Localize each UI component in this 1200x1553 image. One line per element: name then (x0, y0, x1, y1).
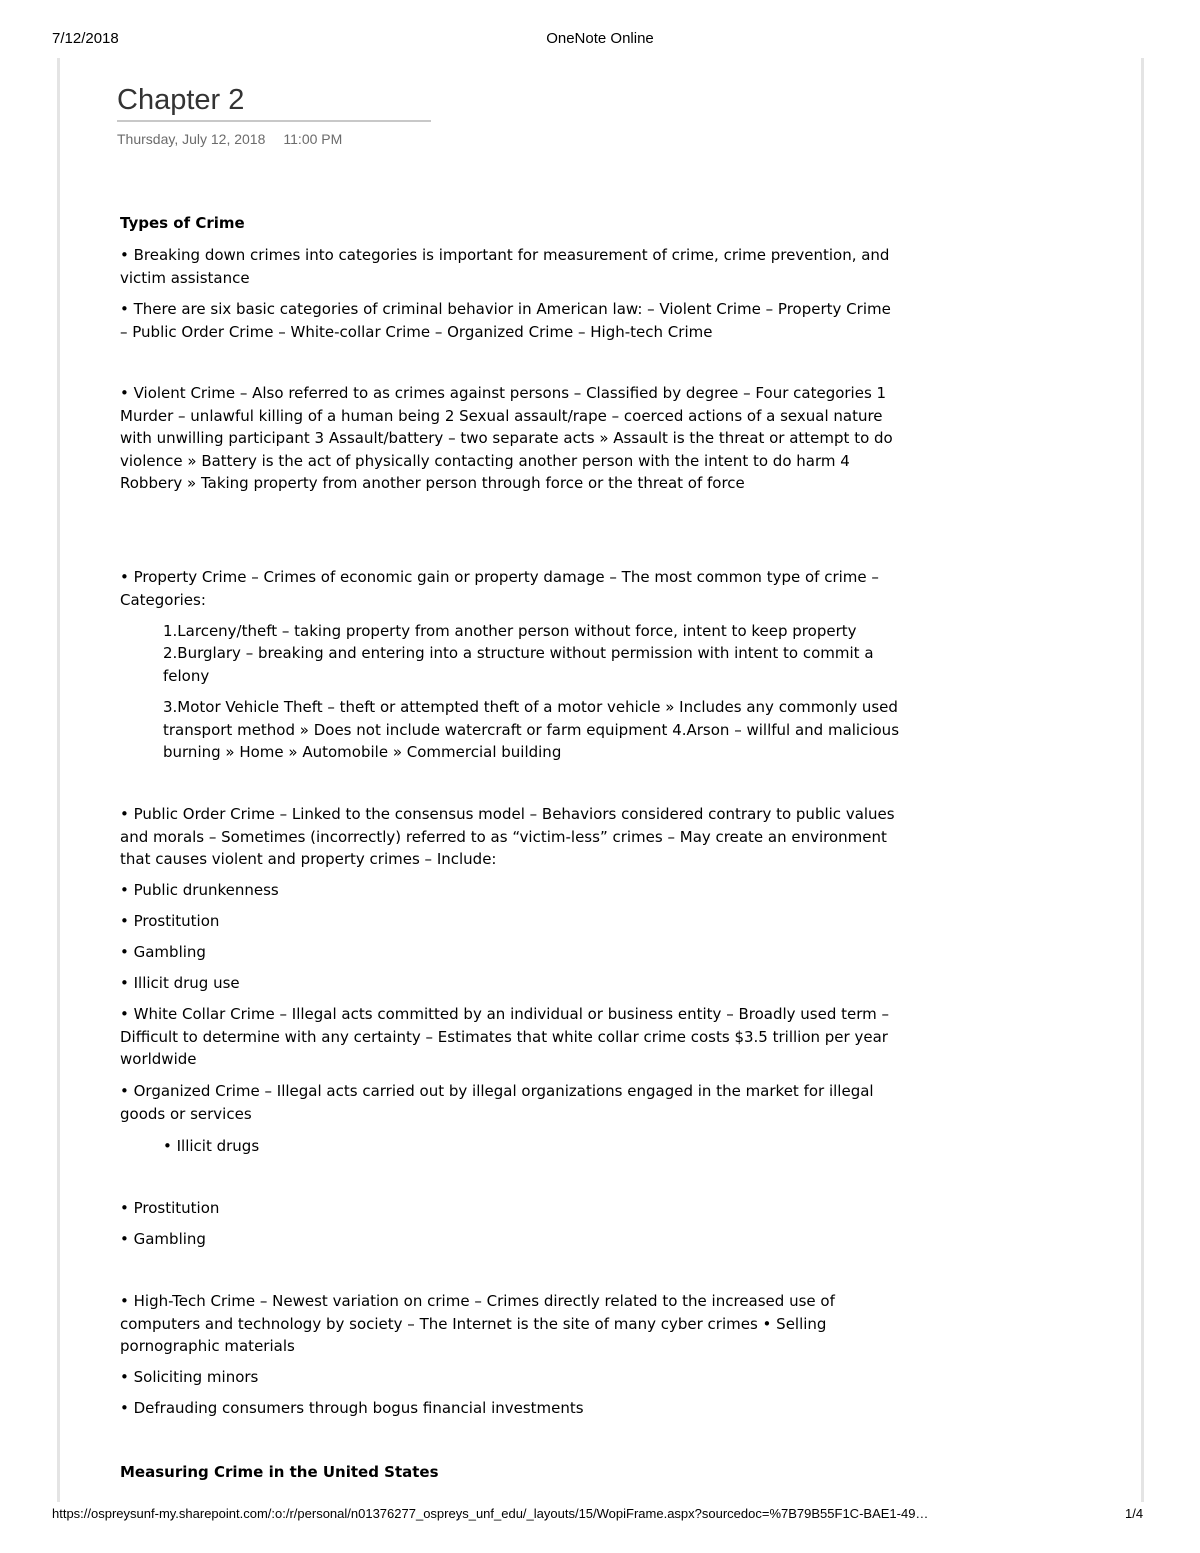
list-item-larceny: 1.Larceny/theft – taking property from another person without force, intent to keep property (163, 622, 857, 640)
list-item-prostitution-2: • Prostitution (120, 1199, 220, 1217)
list-item-gambling: • Gambling (120, 943, 206, 961)
list-item-gambling-2: • Gambling (120, 1230, 206, 1248)
list-item-illicit-drug-use: • Illicit drug use (120, 974, 240, 992)
print-app-title: OneNote Online (546, 30, 654, 47)
list-item-public-drunkenness: • Public drunkenness (120, 881, 279, 899)
list-item-burglary: 2.Burglary – breaking and entering into a structure without permission with intent to commit a felony (163, 644, 874, 685)
page-title: Chapter 2 (117, 84, 245, 116)
print-date: 7/12/2018 (52, 30, 119, 47)
frame-left-border (57, 58, 60, 1502)
list-item-illicit-drugs: • Illicit drugs (163, 1137, 260, 1155)
list-item-prostitution: • Prostitution (120, 912, 220, 930)
print-footer-url: https://ospreysunf-my.sharepoint.com/:o:/r/personal/n01376277_ospreys_unf_edu/_layouts/15/WopiFrame.aspx?sourcedoc=%7B79B55F1C-BAE1-49… (52, 1506, 929, 1521)
frame-right-border (1141, 58, 1144, 1502)
list-item-motor-vehicle-theft: 3.Motor Vehicle Theft – theft or attempted theft of a motor vehicle » Includes any commonly used transport method » Does not include watercraft or farm equipment 4.Arson – willful and malicious burning » Home » Automobile » Commercial building (163, 698, 900, 761)
page-datetime (117, 131, 342, 147)
paragraph-property-crime: • Property Crime – Crimes of economic gain or property damage – The most common type of crime – Categories: (120, 568, 879, 609)
paragraph-high-tech-crime: • High-Tech Crime – Newest variation on crime – Crimes directly related to the increased use of computers and technology by society – The Internet is the site of many cyber crimes • Selling pornographic materials (120, 1292, 835, 1355)
paragraph-six-categories: • There are six basic categories of criminal behavior in American law: – Violent Crime – Property Crime – Public Order Crime – White-collar Crime – Organized Crime – High-tech Crime (120, 300, 891, 341)
page-time: 11:00 PM (283, 131, 343, 147)
paragraph-violent-crime: • Violent Crime – Also referred to as crimes against persons – Classified by degree – Four categories 1 Murder – unlawful killing of a human being 2 Sexual assault/rape – coerced actions of a sexual nature with unwilling participant 3 Assault/battery – two separate acts » Assault is the threat or attempt to do violence » Battery is the act of physically contacting another person with the intent to do harm 4 Robbery » Taking property from another person through force or the threat of force (120, 384, 893, 492)
list-item-defrauding-consumers: • Defrauding consumers through bogus financial investments (120, 1399, 584, 1417)
title-underline (117, 120, 431, 122)
paragraph-organized-crime: • Organized Crime – Illegal acts carried out by illegal organizations engaged in the market for illegal goods or services (120, 1082, 874, 1123)
list-item-soliciting-minors: • Soliciting minors (120, 1368, 259, 1386)
heading-measuring-crime: Measuring Crime in the United States (120, 1463, 439, 1481)
paragraph-categories-importance: • Breaking down crimes into categories is important for measurement of crime, crime prevention, and victim assistance (120, 246, 890, 287)
heading-types-of-crime: Types of Crime (120, 214, 245, 232)
paragraph-white-collar-crime: • White Collar Crime – Illegal acts committed by an individual or business entity – Broadly used term – Difficult to determine with any certainty – Estimates that white collar crime costs $3.5 trillion per year worldwide (120, 1005, 890, 1068)
page-date: Thursday, July 12, 2018 (117, 131, 266, 147)
paragraph-public-order-crime: • Public Order Crime – Linked to the consensus model – Behaviors considered contrary to public values and morals – Sometimes (incorrectly) referred to as “victim-less” crimes – May create an environment that causes violent and property crimes – Include: (120, 805, 895, 868)
print-page-number: 1/4 (1125, 1506, 1144, 1521)
